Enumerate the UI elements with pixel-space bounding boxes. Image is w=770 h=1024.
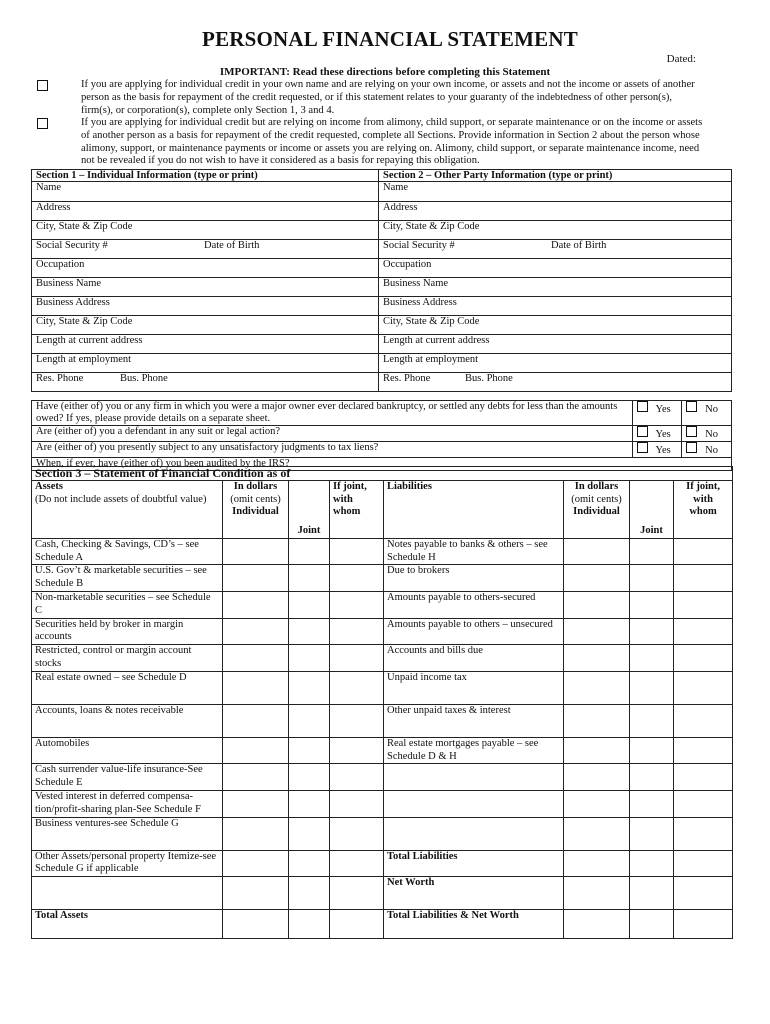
s1-city2-label: City, State & Zip Code xyxy=(36,316,133,327)
liability-with-whom[interactable] xyxy=(674,645,733,672)
s1-ssn-label: Social Security # xyxy=(36,240,108,251)
liability-with-whom[interactable] xyxy=(674,764,733,791)
q3-yes-cell[interactable] xyxy=(632,442,682,458)
question-judgments: Are (either of) you presently subject to any unsatisfactory judgments to tax liens? xyxy=(32,442,633,458)
asset-individual-amount[interactable] xyxy=(223,704,289,737)
asset-joint-label: Joint xyxy=(297,525,321,536)
liability-label: Amounts payable to others-secured xyxy=(384,591,564,618)
financial-row xyxy=(32,737,733,764)
s1-city2-field[interactable] xyxy=(32,316,379,335)
liability-individual-label: Individual xyxy=(573,506,620,518)
asset-label: Non-marketable securities – see Schedule C xyxy=(32,591,223,618)
asset-label xyxy=(32,877,223,910)
assets-header xyxy=(32,480,223,538)
s2-city-field[interactable] xyxy=(379,221,732,240)
s1-res-phone-label: Res. Phone xyxy=(36,373,84,384)
assets-note: (Do not include assets of doubtful value) xyxy=(35,493,207,505)
liabilities-header: Liabilities xyxy=(384,480,564,538)
liability-in-dollars: In dollars xyxy=(574,480,619,492)
liability-label xyxy=(384,790,564,817)
section3-heading: Section 3 – Statement of Financial Condition as of xyxy=(32,467,733,481)
s2-city2-field[interactable] xyxy=(379,316,732,335)
s2-city-label: City, State & Zip Code xyxy=(383,221,480,232)
asset-individual-amount[interactable] xyxy=(223,910,289,939)
asset-joint-header xyxy=(289,480,330,538)
asset-with-whom[interactable] xyxy=(330,877,384,910)
asset-joint-amount[interactable] xyxy=(289,850,330,877)
section2-heading: Section 2 – Other Party Information (type or print) xyxy=(379,170,732,182)
liability-joint-amount[interactable] xyxy=(630,704,674,737)
liability-with-whom[interactable] xyxy=(674,591,733,618)
instruction-1-checkbox[interactable] xyxy=(37,80,48,91)
financial-row xyxy=(32,877,733,910)
asset-with-whom[interactable] xyxy=(330,671,384,704)
asset-individual-amount[interactable] xyxy=(223,645,289,672)
s1-dob-label: Date of Birth xyxy=(204,240,260,251)
page-title: PERSONAL FINANCIAL STATEMENT xyxy=(202,27,578,51)
s1-bus-phone-label: Bus. Phone xyxy=(120,373,168,384)
liability-joint-amount[interactable] xyxy=(630,817,674,850)
s2-address-label: Address xyxy=(383,202,418,213)
financial-condition-rows xyxy=(32,538,733,938)
liability-individual-amount[interactable] xyxy=(564,910,630,939)
asset-with-whom[interactable] xyxy=(330,817,384,850)
asset-individual-amount[interactable] xyxy=(223,671,289,704)
financial-row xyxy=(32,790,733,817)
liability-label: Real estate mortgages payable – see Schedule D & H xyxy=(384,737,564,764)
liability-individual-amount[interactable] xyxy=(564,850,630,877)
financial-row xyxy=(32,704,733,737)
liability-individual-amount[interactable] xyxy=(564,877,630,910)
financial-row xyxy=(32,645,733,672)
asset-label: Real estate owned – see Schedule D xyxy=(32,671,223,704)
liability-with: with xyxy=(693,493,713,505)
asset-individual-amount[interactable] xyxy=(223,591,289,618)
financial-row xyxy=(32,764,733,791)
liability-label: Notes payable to banks & others – see Schedule H xyxy=(384,538,564,565)
liability-joint-label: Joint xyxy=(640,525,663,536)
liability-individual-amount[interactable] xyxy=(564,817,630,850)
section1-heading: Section 1 – Individual Information (type or print) xyxy=(32,170,379,182)
s1-business-address-label: Business Address xyxy=(36,297,110,308)
liability-with-whom[interactable] xyxy=(674,671,733,704)
assets-heading: Assets xyxy=(35,480,63,492)
s2-business-address-label: Business Address xyxy=(383,297,457,308)
q3-yes-checkbox[interactable] xyxy=(637,442,648,453)
s2-ssn-dob-field[interactable] xyxy=(379,240,732,259)
asset-label: Total Assets xyxy=(32,910,223,939)
asset-omit-cents: (omit cents) xyxy=(230,493,281,505)
s2-address-field[interactable] xyxy=(379,202,732,221)
liability-label: Other unpaid taxes & interest xyxy=(384,704,564,737)
liability-individual-amount[interactable] xyxy=(564,671,630,704)
s1-address-label: Address xyxy=(36,202,71,213)
instruction-2-checkbox[interactable] xyxy=(37,118,48,129)
q2-no-label: No xyxy=(705,429,718,440)
liability-label xyxy=(384,764,564,791)
q3-yes-label: Yes xyxy=(655,445,671,456)
s2-phone-field[interactable] xyxy=(379,373,732,392)
asset-with-whom[interactable] xyxy=(330,645,384,672)
asset-with-whom[interactable] xyxy=(330,764,384,791)
asset-with-whom[interactable] xyxy=(330,704,384,737)
asset-individual-amount[interactable] xyxy=(223,817,289,850)
liability-label: Total Liabilities xyxy=(384,850,564,877)
s2-name-label: Name xyxy=(383,182,409,193)
q2-yes-checkbox[interactable] xyxy=(637,426,648,437)
asset-joint-amount[interactable] xyxy=(289,565,330,592)
asset-individual-amount[interactable] xyxy=(223,618,289,645)
liability-with-whom[interactable] xyxy=(674,565,733,592)
liability-omit-cents: (omit cents) xyxy=(571,493,622,505)
asset-individual-amount[interactable] xyxy=(223,737,289,764)
s2-length-address-label: Length at current address xyxy=(383,335,490,346)
liability-with-whom[interactable] xyxy=(674,737,733,764)
asset-label: Other Assets/personal property Itemize-see Schedule G if applicable xyxy=(32,850,223,877)
financial-row xyxy=(32,817,733,850)
liability-joint-amount[interactable] xyxy=(630,850,674,877)
liability-individual-amount[interactable] xyxy=(564,704,630,737)
s1-occupation-label: Occupation xyxy=(36,259,85,270)
liability-individual-amount[interactable] xyxy=(564,790,630,817)
q1-no-cell[interactable] xyxy=(682,401,732,426)
q3-no-cell[interactable] xyxy=(682,442,732,458)
s2-occupation-label: Occupation xyxy=(383,259,432,270)
s1-length-employment-label: Length at employment xyxy=(36,354,132,365)
liability-joint-amount[interactable] xyxy=(630,618,674,645)
s1-business-address-field[interactable] xyxy=(32,297,379,316)
liability-label: Net Worth xyxy=(384,877,564,910)
liability-individual-amount[interactable] xyxy=(564,618,630,645)
s2-business-name-field[interactable] xyxy=(379,278,732,297)
dated-label: Dated: xyxy=(666,53,696,65)
liability-label: Unpaid income tax xyxy=(384,671,564,704)
s1-name-field[interactable] xyxy=(32,182,379,202)
asset-individual-amount[interactable] xyxy=(223,764,289,791)
financial-condition-table xyxy=(31,466,733,939)
asset-joint-amount[interactable] xyxy=(289,737,330,764)
party-information-table xyxy=(31,169,732,392)
asset-label: Securities held by broker in margin accounts xyxy=(32,618,223,645)
liability-individual-amount[interactable] xyxy=(564,645,630,672)
liability-joint-amount[interactable] xyxy=(630,764,674,791)
financial-row xyxy=(32,910,733,939)
financial-row xyxy=(32,565,733,592)
liability-joint-amount[interactable] xyxy=(630,671,674,704)
asset-with-whom[interactable] xyxy=(330,591,384,618)
q2-yes-label: Yes xyxy=(655,429,671,440)
q1-yes-cell[interactable] xyxy=(632,401,682,426)
asset-joint-amount[interactable] xyxy=(289,618,330,645)
liability-joint-amount[interactable] xyxy=(630,790,674,817)
asset-joint-amount[interactable] xyxy=(289,704,330,737)
liability-individual-amount[interactable] xyxy=(564,591,630,618)
liability-if-joint: If joint, xyxy=(686,480,720,492)
asset-joint-amount[interactable] xyxy=(289,764,330,791)
questions-table xyxy=(31,400,732,471)
s1-name-label: Name xyxy=(36,182,62,193)
instruction-1-text: If you are applying for individual credit in your own name and are relying on your own income, or assets and not the income or assets of another person as the basis for repayment of the credit requested, or if this statement relates to your guaranty of the indebtedness of other person(s), firm(s), or corporation(s), complete only Section 1, 3 and 4. xyxy=(81,79,695,116)
liability-with-whom[interactable] xyxy=(674,877,733,910)
asset-label: Accounts, loans & notes receivable xyxy=(32,704,223,737)
q2-no-cell[interactable] xyxy=(682,426,732,442)
question-lawsuit: Are (either of) you a defendant in any suit or legal action? xyxy=(32,426,633,442)
asset-label: U.S. Gov’t & marketable securities – see Schedule B xyxy=(32,565,223,592)
s2-business-address-field[interactable] xyxy=(379,297,732,316)
liability-joint-header xyxy=(630,480,674,538)
asset-individual-label: Individual xyxy=(232,506,279,518)
q2-no-checkbox[interactable] xyxy=(686,426,697,437)
liability-with-whom[interactable] xyxy=(674,850,733,877)
s1-length-address-field[interactable] xyxy=(32,335,379,354)
liability-with-whom[interactable] xyxy=(674,618,733,645)
s1-business-name-label: Business Name xyxy=(36,278,102,289)
liability-joint-amount[interactable] xyxy=(630,538,674,565)
s1-length-address-label: Length at current address xyxy=(36,335,143,346)
q3-no-label: No xyxy=(705,445,718,456)
liability-whom: whom xyxy=(689,506,717,518)
q2-yes-cell[interactable] xyxy=(632,426,682,442)
q1-no-checkbox[interactable] xyxy=(686,401,697,412)
s1-address-field[interactable] xyxy=(32,202,379,221)
q3-no-checkbox[interactable] xyxy=(686,442,697,453)
financial-row xyxy=(32,671,733,704)
liability-label: Due to brokers xyxy=(384,565,564,592)
asset-label: Restricted, control or margin account stocks xyxy=(32,645,223,672)
q1-yes-label: Yes xyxy=(655,404,671,415)
instruction-2-text: If you are applying for individual credit but are relying on income from alimony, child support, or separate maintenance or on the income or assets of another person as a basis for repayment of the credit requested, complete all Sections. Provide information in Section 2 about the person whose alimony, support, or maintenance payments or income or assets you are relying on. Alimony, child support, or separate maintenance income, need not be revealed if you do not wish to have it considered as a basis for repaying this obligation. xyxy=(81,117,703,167)
liability-individual-header xyxy=(564,480,630,538)
asset-label: Cash surrender value-life insurance-See Schedule E xyxy=(32,764,223,791)
liability-joint-amount[interactable] xyxy=(630,877,674,910)
liability-with-whom-header xyxy=(674,480,733,538)
asset-with-whom[interactable] xyxy=(330,790,384,817)
asset-with-whom-header xyxy=(330,480,384,538)
question-irs-audit[interactable]: When, if ever, have (either of) you been audited by the IRS? xyxy=(32,458,732,471)
asset-label: Business ventures-see Schedule G xyxy=(32,817,223,850)
financial-row xyxy=(32,591,733,618)
asset-with: with xyxy=(333,493,353,505)
asset-joint-amount[interactable] xyxy=(289,591,330,618)
liability-individual-amount[interactable] xyxy=(564,565,630,592)
s2-length-employment-label: Length at employment xyxy=(383,354,479,365)
s1-phone-field[interactable] xyxy=(32,373,379,392)
asset-joint-amount[interactable] xyxy=(289,671,330,704)
asset-joint-amount[interactable] xyxy=(289,645,330,672)
s2-name-field[interactable] xyxy=(379,182,732,202)
financial-row xyxy=(32,538,733,565)
s2-length-address-field[interactable] xyxy=(379,335,732,354)
s2-res-phone-label: Res. Phone xyxy=(383,373,431,384)
s2-ssn-label: Social Security # xyxy=(383,240,455,251)
q1-no-label: No xyxy=(705,404,718,415)
asset-if-joint: If joint, xyxy=(333,480,367,492)
asset-joint-amount[interactable] xyxy=(289,538,330,565)
asset-label: Automobiles xyxy=(32,737,223,764)
asset-label: Cash, Checking & Savings, CD’s – see Schedule A xyxy=(32,538,223,565)
asset-individual-header xyxy=(223,480,289,538)
q1-yes-checkbox[interactable] xyxy=(637,401,648,412)
asset-with-whom[interactable] xyxy=(330,850,384,877)
asset-with-whom[interactable] xyxy=(330,538,384,565)
s1-city-field[interactable] xyxy=(32,221,379,240)
asset-joint-amount[interactable] xyxy=(289,817,330,850)
asset-with-whom[interactable] xyxy=(330,618,384,645)
s2-city2-label: City, State & Zip Code xyxy=(383,316,480,327)
asset-individual-amount[interactable] xyxy=(223,850,289,877)
s2-occupation-field[interactable] xyxy=(379,259,732,278)
asset-with-whom[interactable] xyxy=(330,737,384,764)
s1-occupation-field[interactable] xyxy=(32,259,379,278)
liability-individual-amount[interactable] xyxy=(564,764,630,791)
liability-joint-amount[interactable] xyxy=(630,591,674,618)
liability-label xyxy=(384,817,564,850)
liability-individual-amount[interactable] xyxy=(564,538,630,565)
asset-whom: whom xyxy=(333,506,361,518)
s2-bus-phone-label: Bus. Phone xyxy=(465,373,513,384)
liability-label: Accounts and bills due xyxy=(384,645,564,672)
asset-label: Vested interest in deferred compensa-tion/profit-sharing plan-See Schedule F xyxy=(32,790,223,817)
question-bankruptcy: Have (either of) you or any firm in which you were a major owner ever declared bankruptcy, or settled any debts for less than the amounts owed? If yes, please provide details on a separate sheet. xyxy=(32,401,633,426)
asset-with-whom[interactable] xyxy=(330,910,384,939)
asset-individual-amount[interactable] xyxy=(223,565,289,592)
s1-business-name-field[interactable] xyxy=(32,278,379,297)
liability-with-whom[interactable] xyxy=(674,817,733,850)
s2-length-employment-field[interactable] xyxy=(379,354,732,373)
liability-with-whom[interactable] xyxy=(674,538,733,565)
asset-joint-amount[interactable] xyxy=(289,910,330,939)
s1-ssn-dob-field[interactable] xyxy=(32,240,379,259)
asset-joint-amount[interactable] xyxy=(289,877,330,910)
s2-dob-label: Date of Birth xyxy=(551,240,607,251)
asset-individual-amount[interactable] xyxy=(223,877,289,910)
liability-with-whom[interactable] xyxy=(674,910,733,939)
liability-with-whom[interactable] xyxy=(674,704,733,737)
asset-joint-amount[interactable] xyxy=(289,790,330,817)
s1-city-label: City, State & Zip Code xyxy=(36,221,133,232)
liability-joint-amount[interactable] xyxy=(630,645,674,672)
asset-in-dollars: In dollars xyxy=(233,480,278,492)
asset-individual-amount[interactable] xyxy=(223,790,289,817)
liability-joint-amount[interactable] xyxy=(630,910,674,939)
liability-label: Total Liabilities & Net Worth xyxy=(384,910,564,939)
asset-individual-amount[interactable] xyxy=(223,538,289,565)
s2-business-name-label: Business Name xyxy=(383,278,449,289)
financial-row xyxy=(32,618,733,645)
asset-with-whom[interactable] xyxy=(330,565,384,592)
s1-length-employment-field[interactable] xyxy=(32,354,379,373)
liability-label: Amounts payable to others – unsecured xyxy=(384,618,564,645)
liability-joint-amount[interactable] xyxy=(630,565,674,592)
liability-individual-amount[interactable] xyxy=(564,737,630,764)
important-heading: IMPORTANT: Read these directions before completing this Statement xyxy=(219,66,551,78)
liability-with-whom[interactable] xyxy=(674,790,733,817)
liability-joint-amount[interactable] xyxy=(630,737,674,764)
financial-row xyxy=(32,850,733,877)
